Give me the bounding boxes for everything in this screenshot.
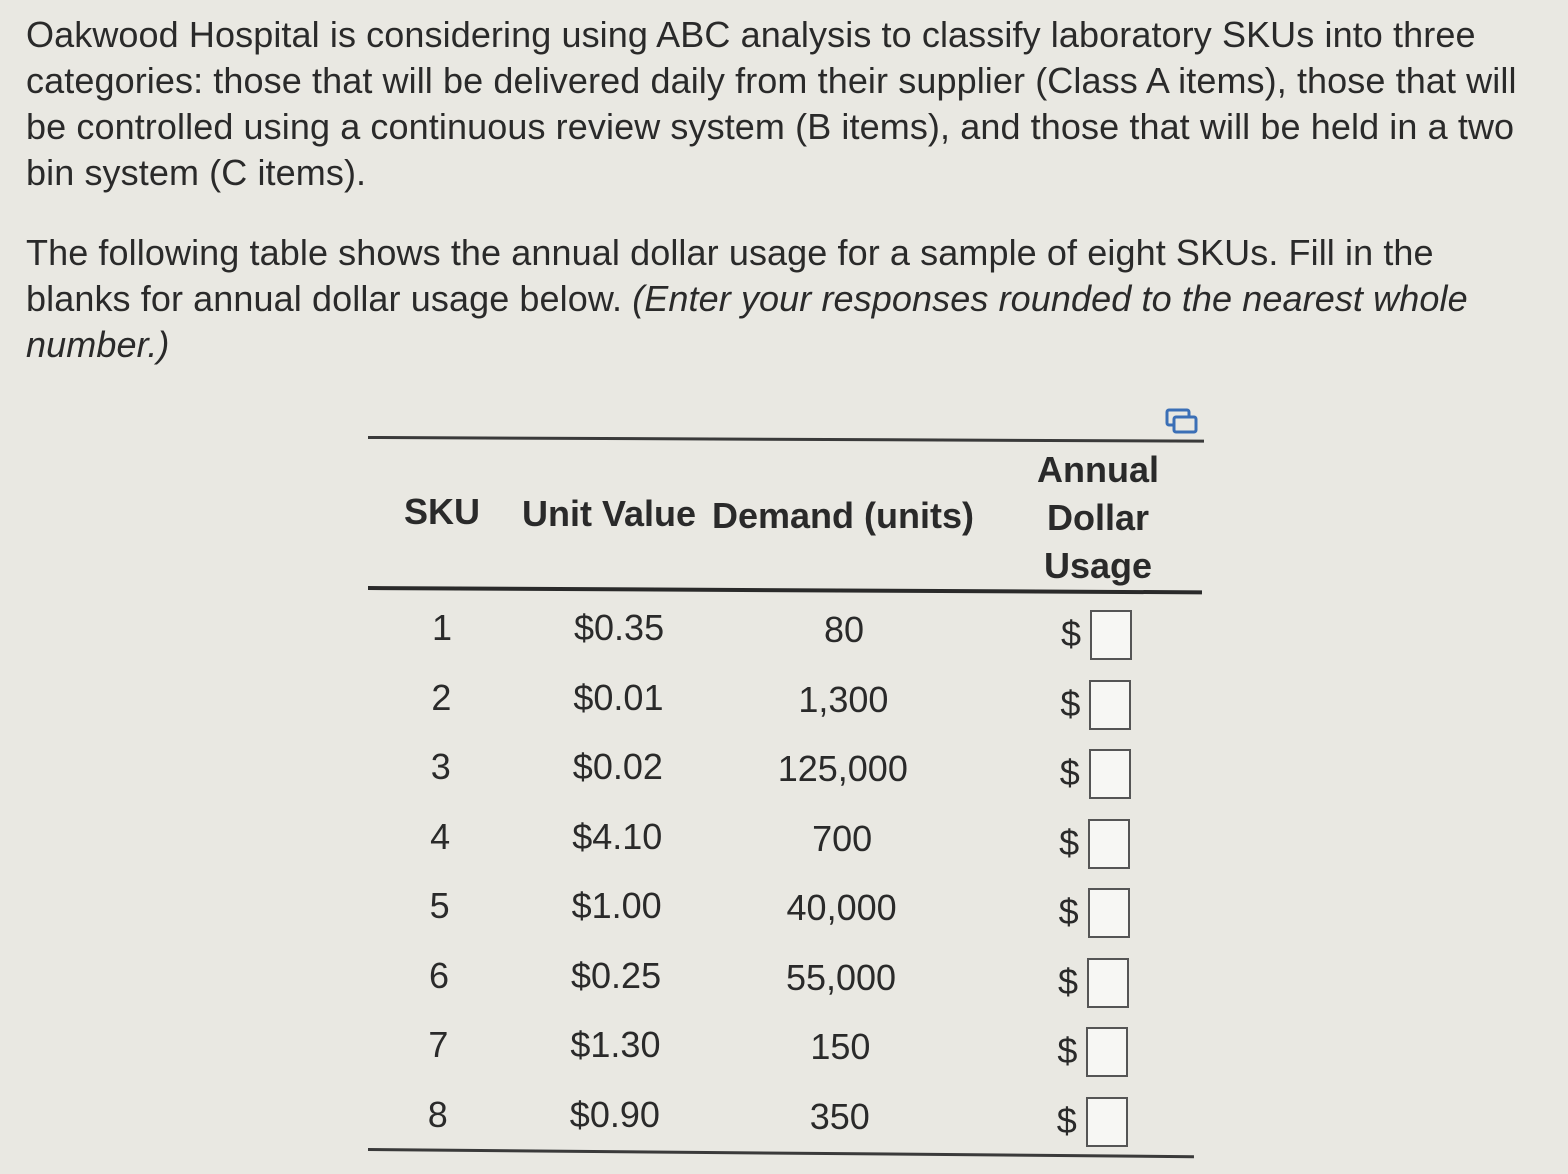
demand-cell: 55,000 — [785, 956, 897, 998]
currency-symbol: $ — [1057, 960, 1079, 1002]
currency-symbol: $ — [1060, 682, 1081, 724]
header-sku: SKU — [404, 491, 481, 532]
unit-value-cell: $0.35 — [574, 607, 665, 648]
question-paragraph-intro: Oakwood Hospital is considering using ABC analysis to classify laboratory SKUs into three categories: those that will be delivered daily from their supplier (Class A items), those that will be controlled using a continuous review system (B items), and those that will be held in a two bin system (C items). — [26, 14, 1517, 193]
sku-cell: 8 — [427, 1093, 448, 1135]
header-adu-line2: Dollar — [1046, 497, 1150, 538]
unit-value-cell: $0.90 — [569, 1093, 660, 1135]
sku-cell: 2 — [431, 676, 452, 718]
header-unit-value: Unit Value — [522, 493, 697, 534]
demand-cell: 350 — [809, 1095, 870, 1137]
header-demand: Demand (units) — [712, 495, 975, 536]
question-text — [26, 12, 1526, 402]
sku-cell: 1 — [431, 607, 453, 648]
currency-symbol: $ — [1058, 891, 1079, 932]
unit-value-cell: $4.10 — [572, 815, 663, 857]
table-top-rule — [368, 436, 1204, 443]
currency-symbol: $ — [1060, 613, 1082, 654]
copy-icon[interactable] — [1164, 406, 1198, 436]
header-adu-line1: Annual — [1037, 449, 1159, 490]
unit-value-cell: $0.25 — [571, 954, 662, 996]
sku-cell: 7 — [428, 1024, 449, 1065]
unit-value-cell: $0.02 — [572, 746, 663, 787]
annual-dollar-usage-input[interactable] — [1090, 610, 1132, 660]
unit-value-cell: $1.30 — [570, 1024, 661, 1065]
demand-cell: 150 — [810, 1026, 871, 1067]
annual-dollar-usage-input[interactable] — [1088, 888, 1130, 938]
header-annual-dollar-usage — [1018, 446, 1178, 590]
unit-value-cell: $0.01 — [573, 676, 664, 718]
demand-cell: 700 — [812, 817, 873, 859]
annual-dollar-usage-input[interactable] — [1089, 680, 1131, 730]
sku-cell: 3 — [430, 746, 451, 787]
demand-cell: 40,000 — [786, 887, 897, 928]
header-adu-line3: Usage — [1043, 545, 1153, 586]
demand-cell: 1,300 — [798, 678, 889, 720]
instructions-text: The following table shows the annual dollar usage for a sample of eight SKUs. Fill in the blanks for annual dollar usage below. — [26, 232, 1434, 319]
unit-value-cell: $1.00 — [571, 885, 662, 926]
sku-cell: 4 — [430, 815, 451, 857]
annual-dollar-usage-input[interactable] — [1086, 1097, 1128, 1147]
table-bottom-rule — [368, 1148, 1194, 1158]
currency-symbol: $ — [1056, 1099, 1077, 1141]
sku-cell: 5 — [429, 885, 450, 926]
annual-dollar-usage-input[interactable] — [1086, 1027, 1128, 1077]
rounding-instruction: (Enter your responses rounded to the nearest whole number.) — [26, 278, 1468, 365]
annual-dollar-usage-input[interactable] — [1088, 819, 1130, 869]
question-paragraph-instructions — [26, 230, 1526, 368]
annual-dollar-usage-input[interactable] — [1087, 958, 1129, 1008]
demand-cell: 125,000 — [777, 748, 908, 789]
currency-symbol: $ — [1059, 821, 1080, 863]
sku-cell: 6 — [428, 954, 450, 996]
dollar-usage-table — [368, 400, 1206, 1160]
currency-symbol: $ — [1059, 752, 1080, 793]
demand-cell: 80 — [823, 609, 865, 650]
annual-dollar-usage-input[interactable] — [1089, 749, 1131, 799]
currency-symbol: $ — [1057, 1030, 1078, 1071]
